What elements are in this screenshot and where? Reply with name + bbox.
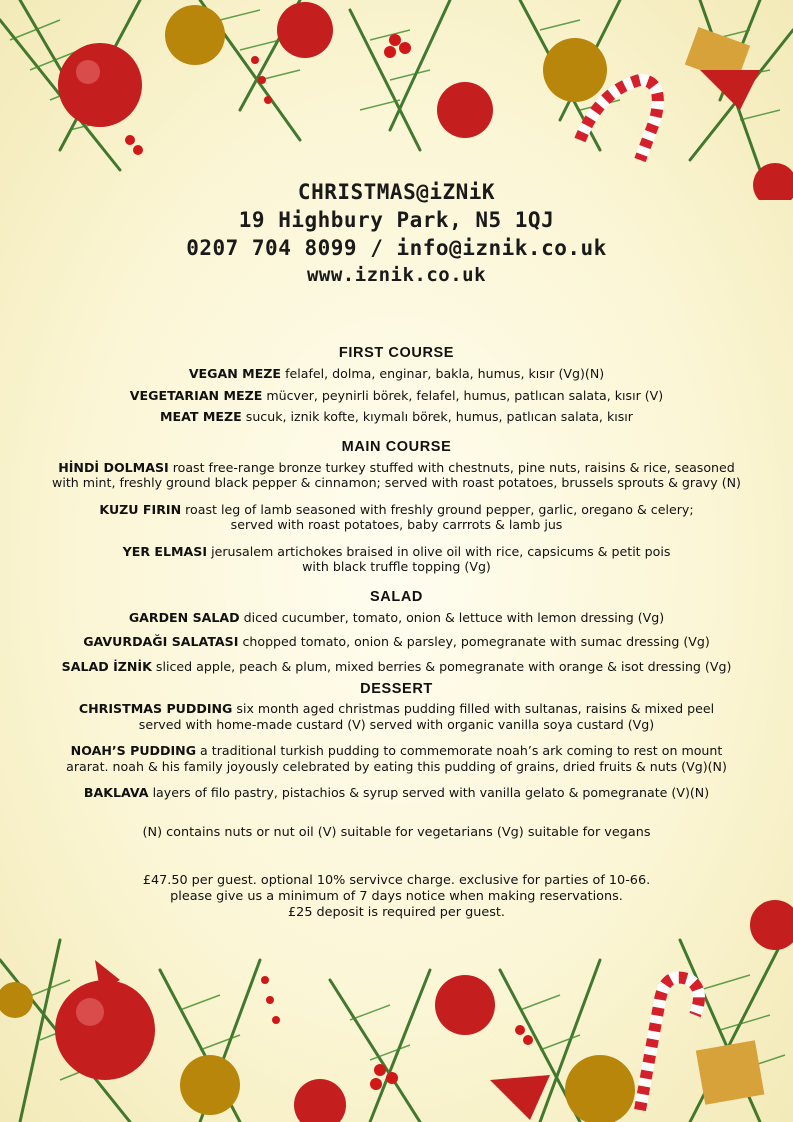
- menu-item: [14, 610, 779, 626]
- red-bauble-icon: [55, 980, 155, 1080]
- item-desc: served with home-made custard (V) served with organic vanilla soya custard (Vg): [138, 716, 655, 732]
- item-name: GAVURDAĞI SALATASI: [83, 634, 239, 649]
- item-desc: roast free-range bronze turkey stuffed with chestnuts, pine nuts, raisins & rice, seasoned: [172, 459, 735, 475]
- salad-section: [14, 588, 779, 675]
- website: www.iznik.co.uk: [306, 264, 487, 286]
- item-desc: diced cucumber, tomato, onion & lettuce with lemon dressing (Vg): [243, 609, 665, 625]
- restaurant-header: [0, 178, 793, 288]
- item-name: VEGAN MEZE: [188, 366, 282, 381]
- item-name: SALAD İZNİK: [61, 658, 152, 674]
- item-desc: chopped tomato, onion & parsley, pomegranate with sumac dressing (Vg): [242, 634, 710, 649]
- menu-item: [14, 659, 779, 675]
- notice-info: please give us a minimum of 7 days notice when making reservations.: [170, 888, 623, 904]
- booking-info: [14, 873, 779, 921]
- menu-item: [14, 366, 779, 382]
- item-desc: sucuk, iznik kofte, kıymalı börek, humus, patlıcan salata, kısır: [245, 409, 633, 424]
- item-desc: mücver, peynirli börek, felafel, humus, patlıcan salata, kısır (V): [266, 387, 664, 403]
- deposit-info: £25 deposit is required per guest.: [288, 904, 505, 920]
- contact-info: 0207 704 8099 / info@iznik.co.uk: [186, 236, 607, 260]
- section-title-salad: SALAD: [370, 588, 423, 605]
- menu-title: CHRISTMAS@iZNiK: [297, 180, 496, 204]
- dietary-legend: (N) contains nuts or nut oil (V) suitable for vegetarians (Vg) suitable for vegans: [142, 824, 651, 840]
- item-desc: ararat. noah & his family joyously celebrated by eating this pudding of grains, dried fruits & nuts (Vg)(N): [66, 758, 727, 774]
- menu-item: [14, 701, 779, 732]
- item-desc: with black truffle topping (Vg): [302, 559, 491, 574]
- item-desc: sliced apple, peach & plum, mixed berries & pomegranate with orange & isot dressing (Vg): [155, 658, 732, 674]
- menu-item: [14, 460, 779, 491]
- item-desc: served with roast potatoes, baby carrrots & lamb jus: [230, 517, 563, 532]
- menu-item: [14, 544, 779, 575]
- menu-content: [14, 344, 779, 921]
- item-name: CHRISTMAS PUDDING: [78, 701, 233, 716]
- item-name: VEGETARIAN MEZE: [129, 387, 263, 403]
- item-name: BAKLAVA: [83, 785, 149, 800]
- item-name: HİNDİ DOLMASI: [58, 459, 169, 475]
- item-desc: roast leg of lamb seasoned with freshly ground pepper, garlic, oregano & celery;: [185, 501, 694, 517]
- main-course-section: [14, 438, 779, 575]
- item-desc: with mint, freshly ground black pepper & cinnamon; served with roast potatoes, brussels sprouts & gravy (N): [52, 475, 741, 490]
- first-course-section: [14, 344, 779, 425]
- address: 19 Highbury Park, N5 1QJ: [238, 208, 555, 232]
- section-title-first-course: FIRST COURSE: [338, 345, 455, 361]
- section-title-main-course: MAIN COURSE: [341, 438, 452, 455]
- red-bauble-icon: [58, 43, 142, 127]
- item-desc: layers of filo pastry, pistachios & syrup served with vanilla gelato & pomegranate (V)(N): [152, 785, 710, 800]
- price-info: £47.50 per guest. optional 10% servivce charge. exclusive for parties of 10-66.: [142, 872, 651, 888]
- christmas-garland-top: [0, 0, 793, 200]
- item-name: MEAT MEZE: [160, 409, 242, 424]
- item-name: YER ELMASI: [122, 543, 208, 559]
- menu-item: [14, 502, 779, 533]
- item-desc: felafel, dolma, enginar, bakla, humus, kısır (Vg)(N): [285, 366, 605, 381]
- menu-item: [14, 743, 779, 774]
- menu-item: [14, 388, 779, 404]
- menu-item: [14, 409, 779, 425]
- dessert-section: [14, 680, 779, 801]
- menu-item: [14, 785, 779, 801]
- item-desc: jerusalem artichokes braised in olive oil with rice, capsicums & petit pois: [211, 543, 671, 559]
- item-desc: a traditional turkish pudding to commemorate noah’s ark coming to rest on mount: [200, 743, 723, 758]
- item-name: NOAH’S PUDDING: [70, 743, 197, 758]
- section-title-dessert: DESSERT: [360, 681, 433, 697]
- menu-item: [14, 634, 779, 650]
- item-name: KUZU FIRIN: [99, 501, 182, 517]
- item-desc: six month aged christmas pudding filled with sultanas, raisins & mixed peel: [236, 701, 715, 716]
- item-name: GARDEN SALAD: [128, 609, 240, 625]
